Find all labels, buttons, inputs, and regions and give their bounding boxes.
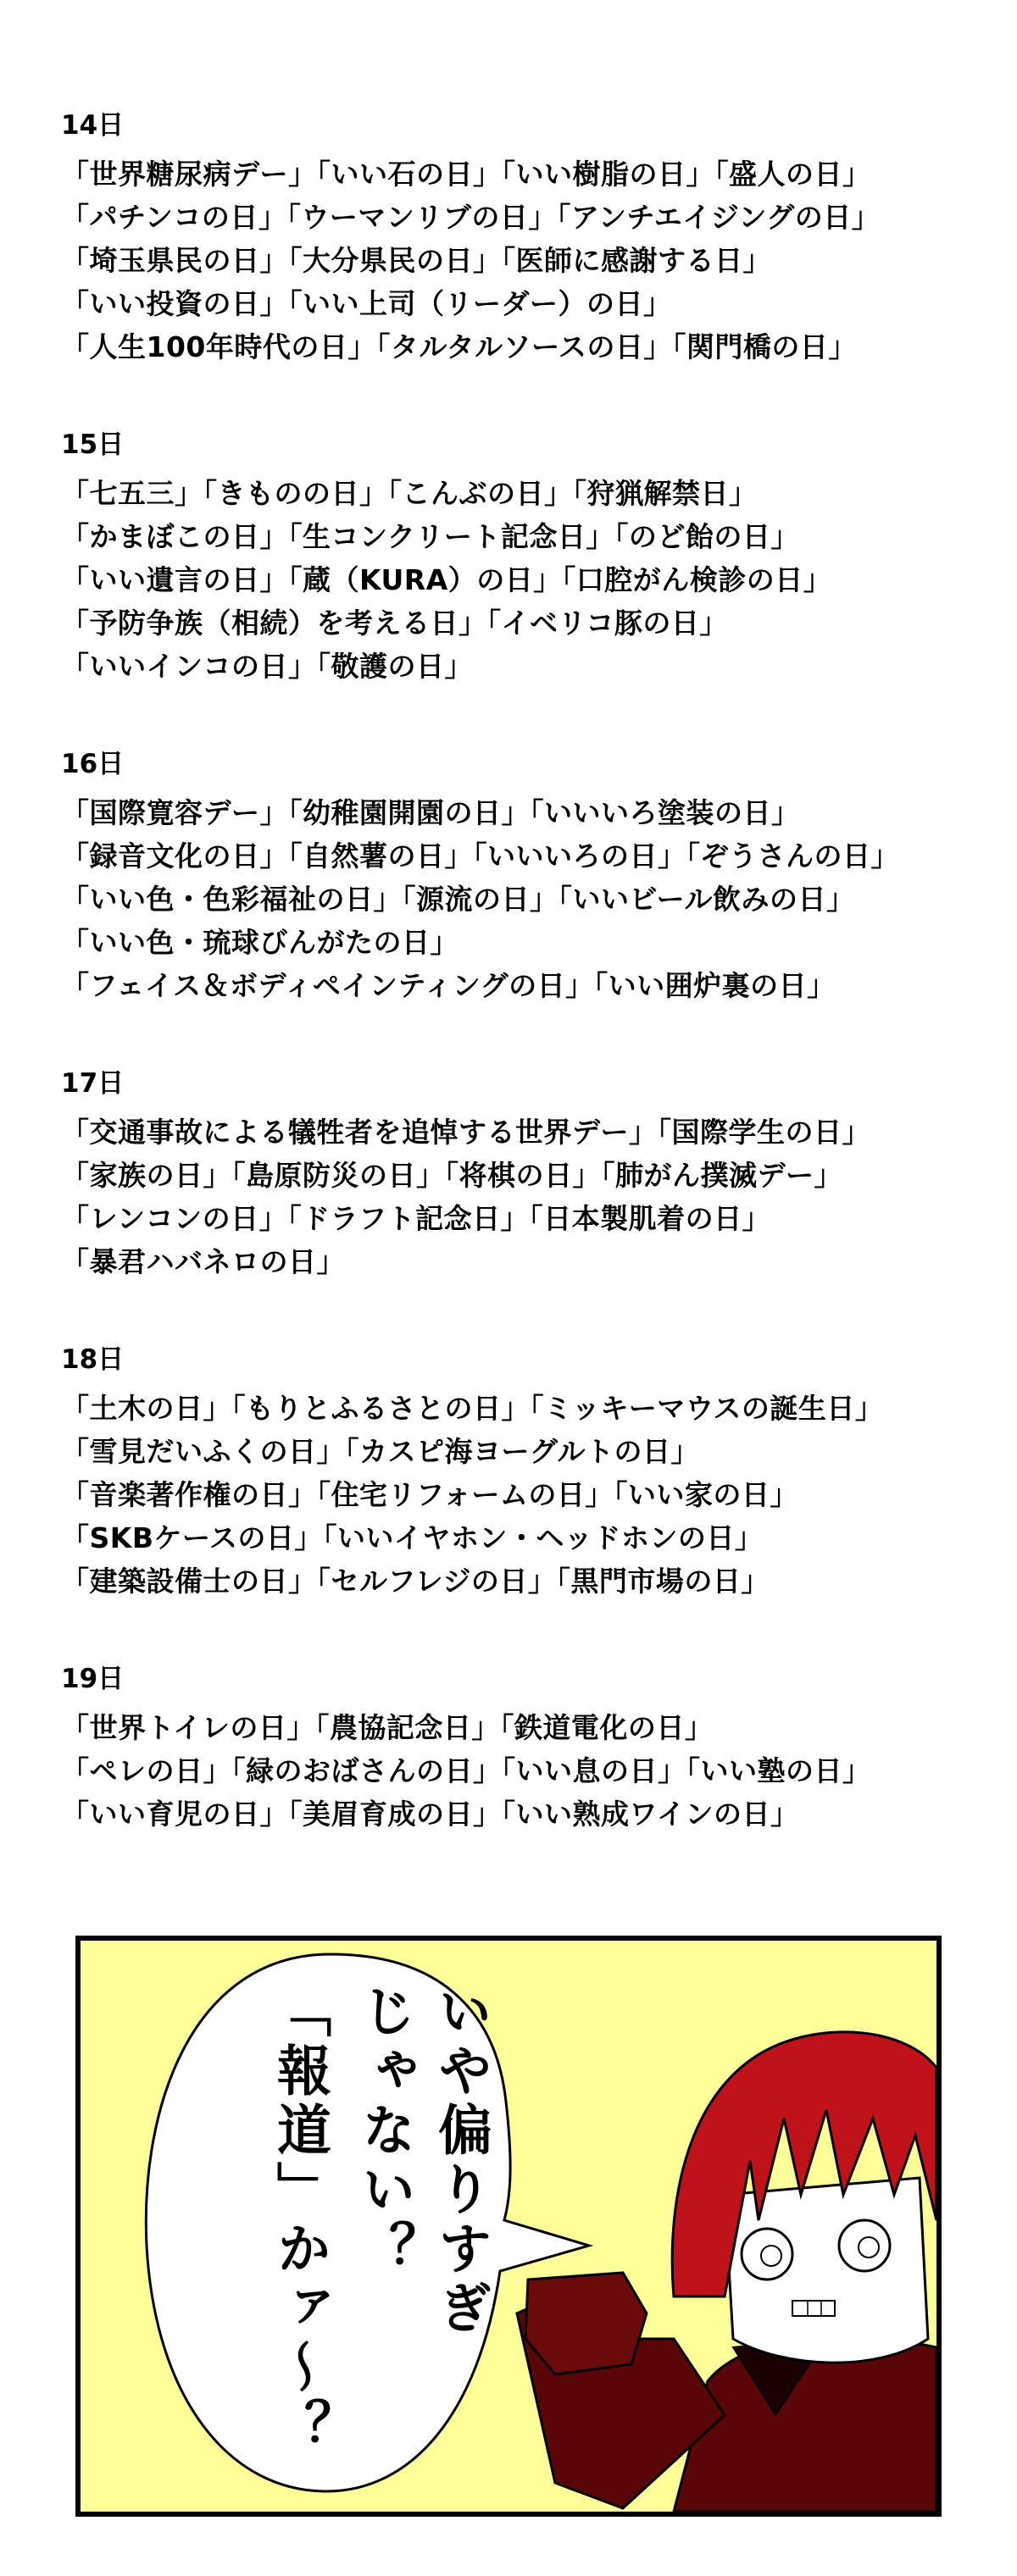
day-heading: 19日: [61, 1664, 125, 1694]
observance-line: 「いい遺言の日」「蔵（KURA）の日」「口腔がん検診の日」: [61, 563, 832, 596]
day-list: [61, 108, 1002, 1895]
speech-line: いや偏りすぎ: [429, 1983, 492, 2339]
observance-line: 「いい育児の日」「美眉育成の日」「いい熟成ワインの日」: [61, 1798, 799, 1831]
observance-line: 「雪見だいふくの日」「カスピ海ヨーグルトの日」: [61, 1435, 700, 1468]
observance-line: 「人生100年時代の日」「タルタルソースの日」「関門橋の日」: [61, 330, 857, 363]
day-heading: 17日: [61, 1068, 125, 1099]
observance-line: 「いい色・琉球びんがたの日」: [61, 926, 458, 959]
day-section-19: [61, 1662, 1002, 1836]
observance-line: 「建築設備士の日」「セルフレジの日」「黒門市場の日」: [61, 1565, 770, 1598]
day-heading: 15日: [61, 429, 125, 460]
observance-line: 「フェイス＆ボディペインティングの日」「いい囲炉裏の日」: [61, 969, 836, 1002]
speech-line: 「報道」かァ〜？: [268, 1983, 331, 2457]
observance-line: 「交通事故による犠牲者を追悼する世界デー」「国際学生の日」: [61, 1116, 870, 1149]
day-heading: 18日: [61, 1344, 125, 1375]
character-fist: [525, 2273, 647, 2374]
observance-line: 「いい投資の日」「いい上司（リーダー）の日」: [61, 287, 672, 320]
day-section-14: [61, 108, 1002, 368]
observance-line: 「SKBケースの日」「いいイヤホン・ヘッドホンの日」: [61, 1521, 764, 1554]
speech-line: じゃない？: [353, 1983, 415, 2280]
observance-line: 「レンコンの日」「ドラフト記念日」「日本製肌着の日」: [61, 1202, 771, 1235]
right-eye: [839, 2220, 890, 2271]
day-section-18: [61, 1343, 1002, 1603]
day-heading: 16日: [61, 749, 125, 779]
observance-line: 「いいインコの日」「敬護の日」: [61, 650, 473, 683]
observance-line: 「国際寛容デー」「幼稚園開園の日」「いいいろ塗装の日」: [61, 796, 800, 829]
observance-line: 「世界糖尿病デー」「いい石の日」「いい樹脂の日」「盛人の日」: [61, 158, 871, 191]
observance-line: 「七五三」「きものの日」「こんぶの日」「狩猟解禁日」: [61, 477, 758, 510]
observance-line: 「かまぼこの日」「生コンクリート記念日」「のど飴の日」: [61, 520, 799, 553]
observance-line: 「録音文化の日」「自然薯の日」「いいいろの日」「ぞうさんの日」: [61, 839, 899, 873]
day-section-16: [61, 747, 1002, 1007]
observance-line: 「暴君ハバネロの日」: [61, 1245, 345, 1278]
left-eye: [742, 2229, 792, 2280]
observance-line: 「ペレの日」「緑のおばさんの日」「いい息の日」「いい塾の日」: [61, 1754, 871, 1787]
comic-panel: [75, 1936, 942, 2517]
mouth: [792, 2301, 835, 2316]
day-heading: 14日: [61, 110, 125, 141]
comic-art: [81, 1941, 936, 2512]
observance-line: 「埼玉県民の日」「大分県民の日」「医師に感謝する日」: [61, 244, 771, 277]
observance-line: 「いい色・色彩福祉の日」「源流の日」「いいビール飲みの日」: [61, 883, 855, 916]
observance-line: 「土木の日」「もりとふるさとの日」「ミッキーマウスの誕生日」: [61, 1392, 884, 1425]
observance-line: 「音楽著作権の日」「住宅リフォームの日」「いい家の日」: [61, 1478, 798, 1511]
day-section-15: [61, 428, 1002, 688]
observance-line: 「予防争族（相続）を考える日」「イベリコ豚の日」: [61, 607, 728, 640]
observance-line: 「家族の日」「島原防災の日」「将棋の日」「肺がん撲滅デー」: [61, 1159, 842, 1192]
observance-line: 「世界トイレの日」「農協記念日」「鉄道電化の日」: [61, 1711, 714, 1744]
day-section-17: [61, 1066, 1002, 1283]
observance-line: 「パチンコの日」「ウーマンリブの日」「アンチエイジングの日」: [61, 201, 881, 234]
